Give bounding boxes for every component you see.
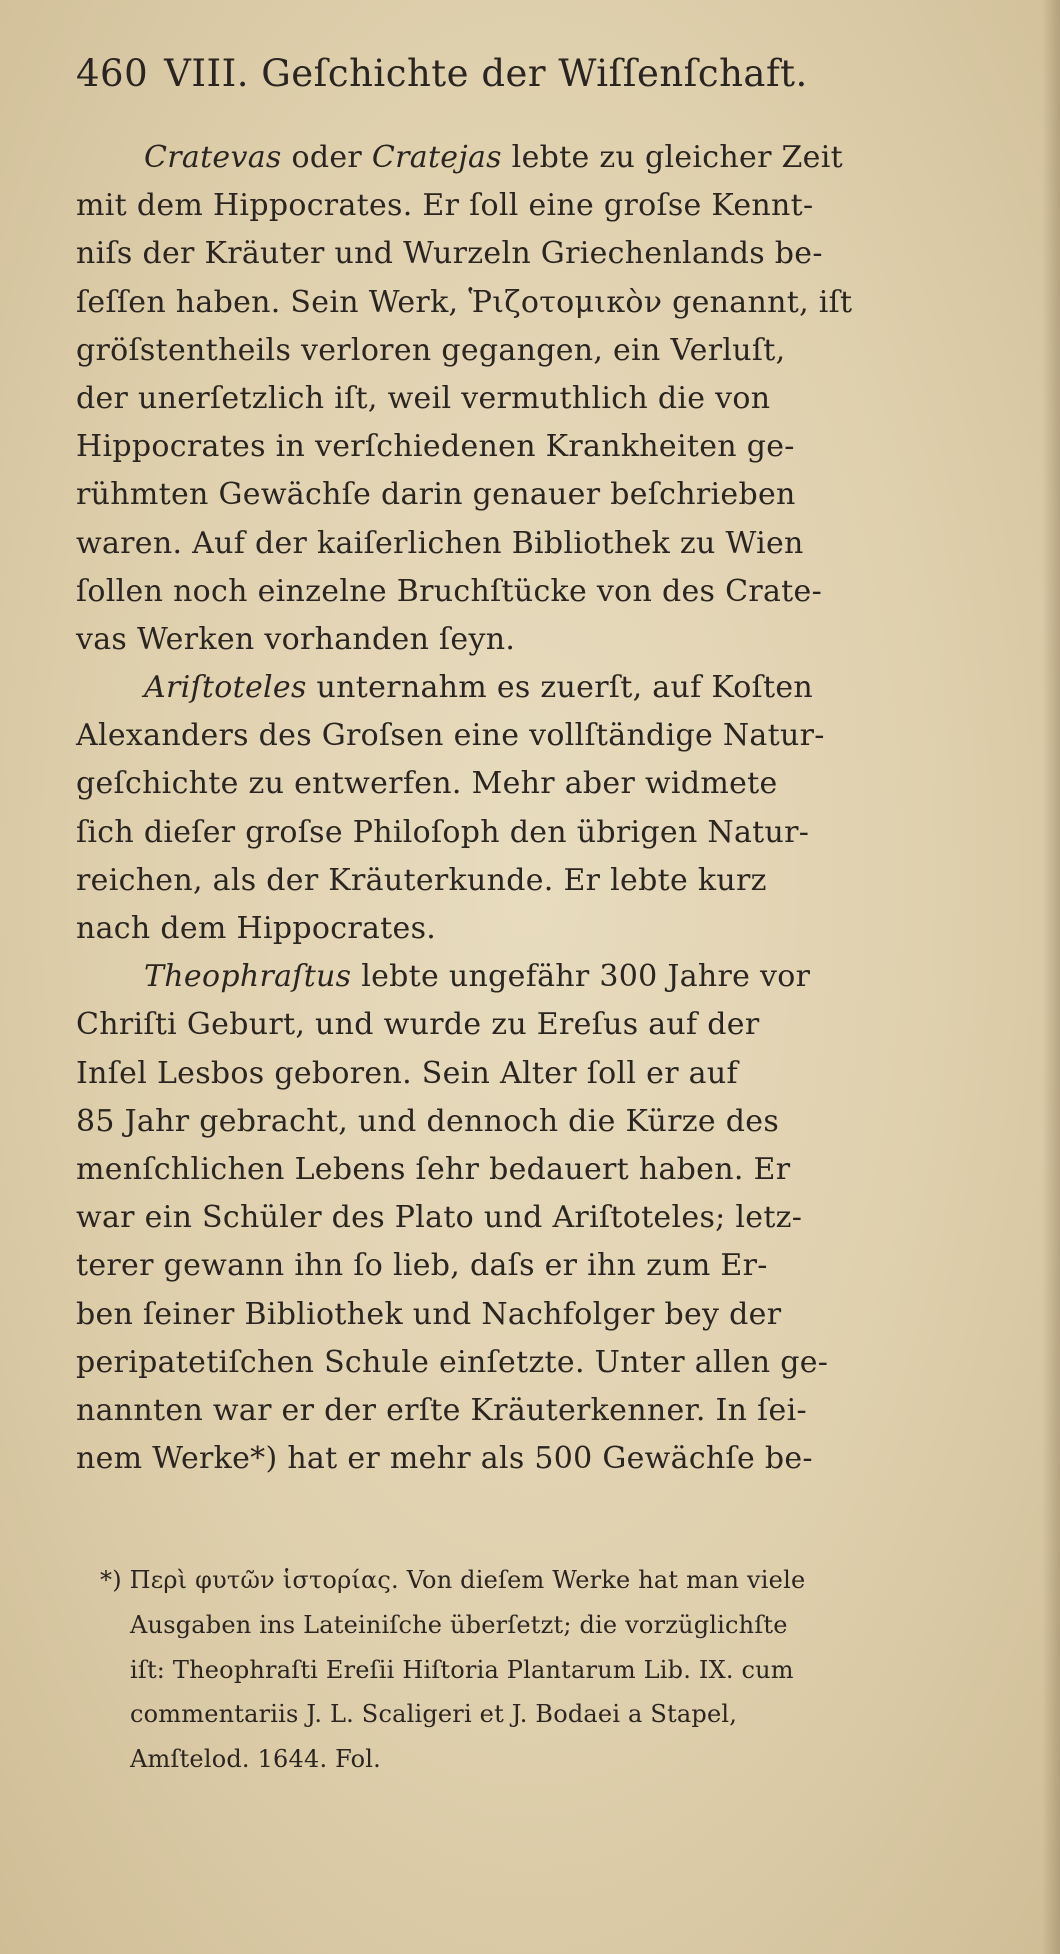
text-line: ſich dieſer groſse Philoſoph den übrigen Natur-	[76, 814, 810, 850]
footnote-line: commentariis J. L. Scaligeri et J. Bodaei a Stapel,	[130, 1700, 738, 1729]
text-line: waren. Auf der kaiſerlichen Bibliothek zu Wien	[76, 525, 804, 561]
line-fragment: oder	[281, 140, 372, 175]
footnote-line: Amſtelod. 1644. Fol.	[130, 1745, 381, 1774]
text-line: nach dem Hippocrates.	[76, 911, 437, 946]
text-line: geſchichte zu entwerfen. Mehr aber widmete	[76, 766, 778, 802]
line-fragment: lebte ungefähr 300 Jahre vor	[351, 959, 811, 995]
text-line: Hippocrates in verſchiedenen Krankheiten ge-	[76, 429, 795, 465]
footnote-line: iſt: Theophraſti Ereſii Hiſtoria Plantarum Lib. IX. cum	[130, 1655, 794, 1684]
text-line: der unerſetzlich iſt, weil vermuthlich die von	[76, 380, 771, 416]
person-name-aristoteles: Ariſtoteles	[144, 670, 307, 706]
text-line: nem Werke*) hat er mehr als 500 Gewächſe be-	[76, 1441, 813, 1477]
text-line: peripatetiſchen Schule einſetzte. Unter allen ge-	[76, 1344, 829, 1380]
text-line: menſchlichen Lebens ſehr bedauert haben. Er	[76, 1151, 791, 1187]
text-line	[76, 953, 1036, 1001]
text-line: vas Werken vorhanden ſeyn.	[76, 621, 516, 657]
page-number: 460	[76, 52, 149, 95]
footnote	[100, 1558, 1020, 1782]
body-text	[76, 134, 1036, 1483]
text-line: rühmten Gewächſe darin genauer beſchrieben	[76, 477, 796, 513]
text-line: Alexanders des Groſsen eine vollſtändige Natur-	[76, 718, 825, 754]
running-header	[76, 52, 976, 108]
text-line: mit dem Hippocrates. Er ſoll eine groſse Kennt-	[76, 188, 814, 224]
text-line: terer gewann ihn ſo lieb, daſs er ihn zum Er-	[76, 1248, 768, 1284]
text-line: Inſel Lesbos geboren. Sein Alter ſoll er auf	[76, 1055, 738, 1091]
page-edge-shadow	[1042, 0, 1060, 1954]
text-line	[76, 664, 1036, 712]
text-line: nannten war er der erſte Kräuterkenner. In ſei-	[76, 1392, 807, 1428]
person-name-theophrastus: Theophraſtus	[144, 959, 352, 995]
text-line: reichen, als der Kräuterkunde. Er lebte kurz	[76, 862, 767, 898]
footnote-line: Ausgaben ins Lateiniſche überſetzt; die vorzüglichſte	[130, 1610, 788, 1639]
text-line: niſs der Kräuter und Wurzeln Griechenlands be-	[76, 236, 823, 272]
line-fragment: lebte zu gleicher Zeit	[501, 140, 843, 175]
text-line: war ein Schüler des Plato und Ariſtoteles; letz-	[76, 1200, 803, 1236]
text-line: ſeſſen haben. Sein Werk, Ῥιζοτομικὸν genannt, iſt	[76, 284, 853, 320]
text-line: ſollen noch einzelne Bruchſtücke von des Crate-	[76, 573, 823, 609]
chapter-title: VIII. Geſchichte der Wiſſenſchaft.	[164, 52, 808, 95]
text-line: gröſstentheils verloren gegangen, ein Verluſt,	[76, 332, 786, 368]
footnote-line: *) Περὶ φυτῶν ἱστορίας. Von dieſem Werke hat man viele	[100, 1566, 806, 1594]
line-fragment: unternahm es zuerſt, auf Koſten	[306, 670, 814, 706]
text-line: ben ſeiner Bibliothek und Nachfolger bey der	[76, 1296, 782, 1332]
person-name-cratevas: Cratevas	[144, 140, 282, 175]
text-line: Chriſti Geburt, und wurde zu Ereſus auf der	[76, 1007, 760, 1043]
person-name-cratejas: Cratejas	[371, 140, 502, 175]
text-line: 85 Jahr gebracht, und dennoch die Kürze des	[76, 1103, 780, 1139]
text-line	[76, 134, 1036, 182]
